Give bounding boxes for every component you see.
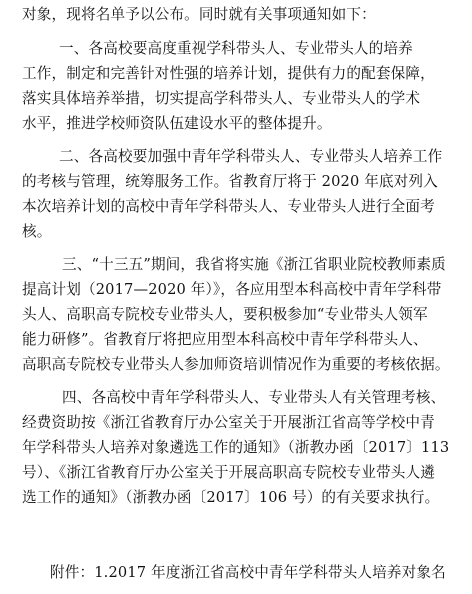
text-line-6: 二、各高校要加强中青年学科带头人、专业带头人培养工作 xyxy=(59,148,443,165)
text-line-12: 头人、高职高专院校专业带头人，要积极参加“专业带头人领军 xyxy=(22,306,428,323)
text-line-7: 的考核与管理，统筹服务工作。省教育厅将于 2020 年底对列入 xyxy=(22,173,438,190)
text-line-2: 一、各高校要高度重视学科带头人、专业带头人的培养 xyxy=(59,40,413,57)
text-line-9: 核。 xyxy=(22,223,52,240)
text-line-4: 落实具体培养举措，切实提高学科带头人、专业带头人的学术 xyxy=(22,90,421,107)
text-line-8: 本次培养计划的高校中青年学科带头人、专业带头人进行全面考 xyxy=(22,198,435,215)
text-line-13: 能力研修”。省教育厅将把应用型本科高校中青年学科带头人、 xyxy=(22,331,428,348)
text-line-1: 对象，现将名单予以公布。同时就有关事项通知如下： xyxy=(22,6,376,23)
text-line-17: 年学科带头人培养对象遴选工作的通知》（浙教办函〔2017〕113 xyxy=(22,439,450,456)
text-line-5: 水平，推进学校师资队伍建设水平的整体提升。 xyxy=(22,115,332,132)
text-line-11: 提高计划（2017—2020 年）》，各应用型本科高校中青年学科带 xyxy=(22,281,442,298)
text-line-16: 经费资助按《浙江省教育厅办公室关于开展浙江省高等学校中青 xyxy=(22,414,435,431)
text-line-19: 选工作的通知》（浙教办函〔2017〕106 号）的有关要求执行。 xyxy=(22,489,440,506)
text-line-14: 高职高专院校专业带头人参加师资培训情况作为重要的考核依据。 xyxy=(22,356,450,373)
text-line-15: 四、各高校中青年学科带头人、专业带头人有关管理考核、 xyxy=(62,389,446,406)
text-line-18: 号）、《浙江省教育厅办公室关于开展高职高专院校专业带头人遴 xyxy=(22,464,435,481)
attachment-line: 附件：1.2017 年度浙江省高校中青年学科带头人培养对象名 xyxy=(50,564,446,581)
text-line-10: 三、“十三五”期间，我省将实施《浙江省职业院校教师素质 xyxy=(62,256,446,273)
text-line-3: 工作，制定和完善针对性强的培养计划，提供有力的配套保障， xyxy=(22,65,435,82)
